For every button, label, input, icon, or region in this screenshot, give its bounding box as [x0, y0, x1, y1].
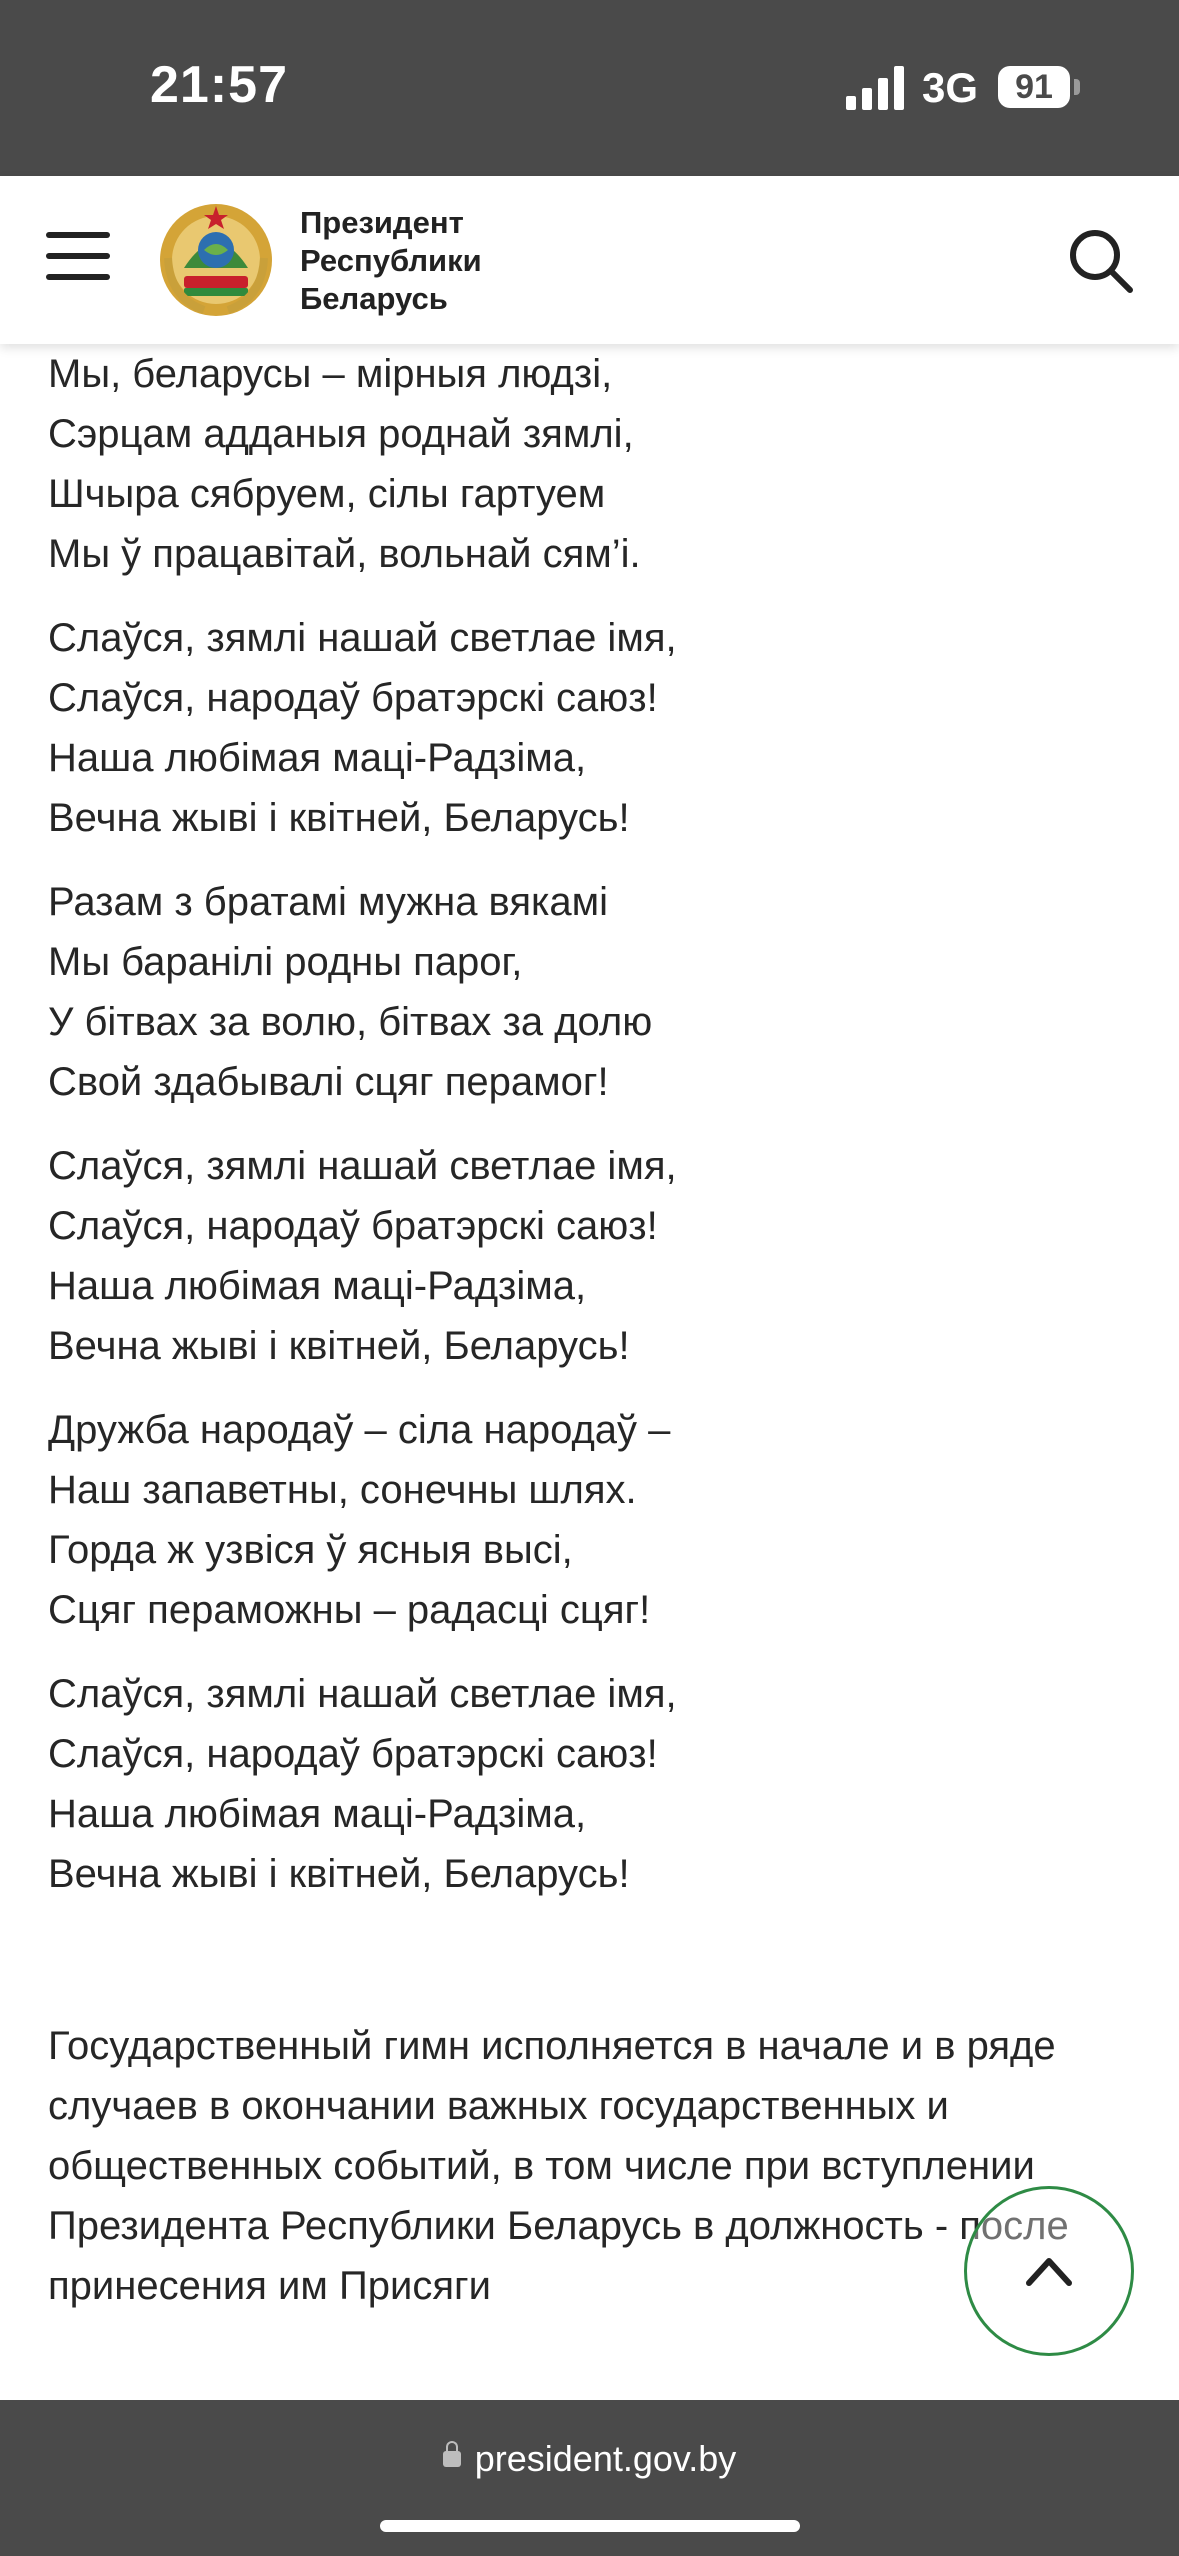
anthem-stanza: [48, 1400, 1148, 1640]
network-type: 3G: [922, 64, 979, 111]
anthem-stanza: [48, 608, 1148, 848]
anthem-line: Наша любімая маці-Радзіма,: [48, 736, 587, 780]
anthem-line: Сэрцам адданыя роднай зямлі,: [48, 412, 634, 456]
anthem-stanza: [48, 1136, 1148, 1376]
battery-nub: [1074, 79, 1080, 95]
anthem-line: У бітвах за волю, бітвах за долю: [48, 1000, 653, 1044]
browser-bottom-bar: [0, 2400, 1179, 2556]
anthem-stanza: [48, 1664, 1148, 1904]
anthem-stanzas: [48, 344, 1148, 1904]
cellular-signal-icon: [846, 66, 906, 110]
anthem-line: Вечна жыві і квітней, Беларусь!: [48, 796, 630, 840]
anthem-line: Горда ж узвіся ў ясныя высі,: [48, 1528, 573, 1572]
anthem-line: Слаўся, народаў братэрскі саюз!: [48, 1204, 658, 1248]
anthem-line: Наш запаветны, сонечны шлях.: [48, 1468, 637, 1512]
anthem-line: Шчыра сябруем, сілы гартуем: [48, 472, 606, 516]
anthem-line: Наша любімая маці-Радзіма,: [48, 1264, 587, 1308]
lock-icon: [443, 2451, 461, 2467]
scroll-to-top-button[interactable]: [964, 2186, 1134, 2356]
site-header: [0, 176, 1179, 344]
status-bar: [0, 0, 1179, 176]
anthem-line: Свой здабывалі сцяг перамог!: [48, 1060, 609, 1104]
brand-line: Беларусь: [300, 281, 448, 316]
address-bar[interactable]: [0, 2438, 1179, 2480]
anthem-stanza: [48, 872, 1148, 1112]
search-icon[interactable]: [1066, 226, 1136, 296]
home-indicator[interactable]: [380, 2520, 800, 2532]
anthem-stanza: [48, 344, 1148, 584]
anthem-line: Сцяг пераможны – радасці сцяг!: [48, 1588, 651, 1632]
anthem-line: Разам з братамі мужна вякамі: [48, 880, 609, 924]
anthem-line: Слаўся, народаў братэрскі саюз!: [48, 1732, 658, 1776]
anthem-line: Мы ў працавітай, вольнай сям’і.: [48, 532, 641, 576]
url-text: president.gov.by: [474, 2438, 737, 2479]
battery-level: 91: [1015, 68, 1053, 106]
anthem-line: Мы, беларусы – мірныя людзі,: [48, 352, 613, 396]
brand-line: Президент: [300, 205, 464, 240]
coat-of-arms-logo[interactable]: [154, 198, 278, 322]
status-time: 21:57: [150, 56, 288, 114]
site-brand[interactable]: [300, 204, 482, 318]
anthem-description: Государственный гимн исполняется в начале и в ряде случаев в окончании важных государственных и общественных событий, в том числе при вступлении Президента Республики Беларусь в должность - после принесения им Присяги: [48, 2024, 1069, 2308]
anthem-line: Слаўся, зямлі нашай светлае імя,: [48, 1672, 677, 1716]
anthem-line: Мы баранілі родны парог,: [48, 940, 523, 984]
anthem-line: Вечна жыві і квітней, Беларусь!: [48, 1852, 630, 1896]
anthem-line: Слаўся, народаў братэрскі саюз!: [48, 676, 658, 720]
chevron-up-icon: [1019, 2245, 1079, 2295]
anthem-line: Вечна жыві і квітней, Беларусь!: [48, 1324, 630, 1368]
anthem-content: [48, 344, 1148, 2316]
anthem-line: Слаўся, зямлі нашай светлае імя,: [48, 1144, 677, 1188]
anthem-line: Слаўся, зямлі нашай светлае імя,: [48, 616, 677, 660]
battery-icon: [998, 66, 1070, 108]
menu-icon[interactable]: [46, 232, 110, 280]
anthem-line: Наша любімая маці-Радзіма,: [48, 1792, 587, 1836]
brand-line: Республики: [300, 243, 482, 278]
anthem-line: Дружба народаў – сіла народаў –: [48, 1408, 671, 1452]
